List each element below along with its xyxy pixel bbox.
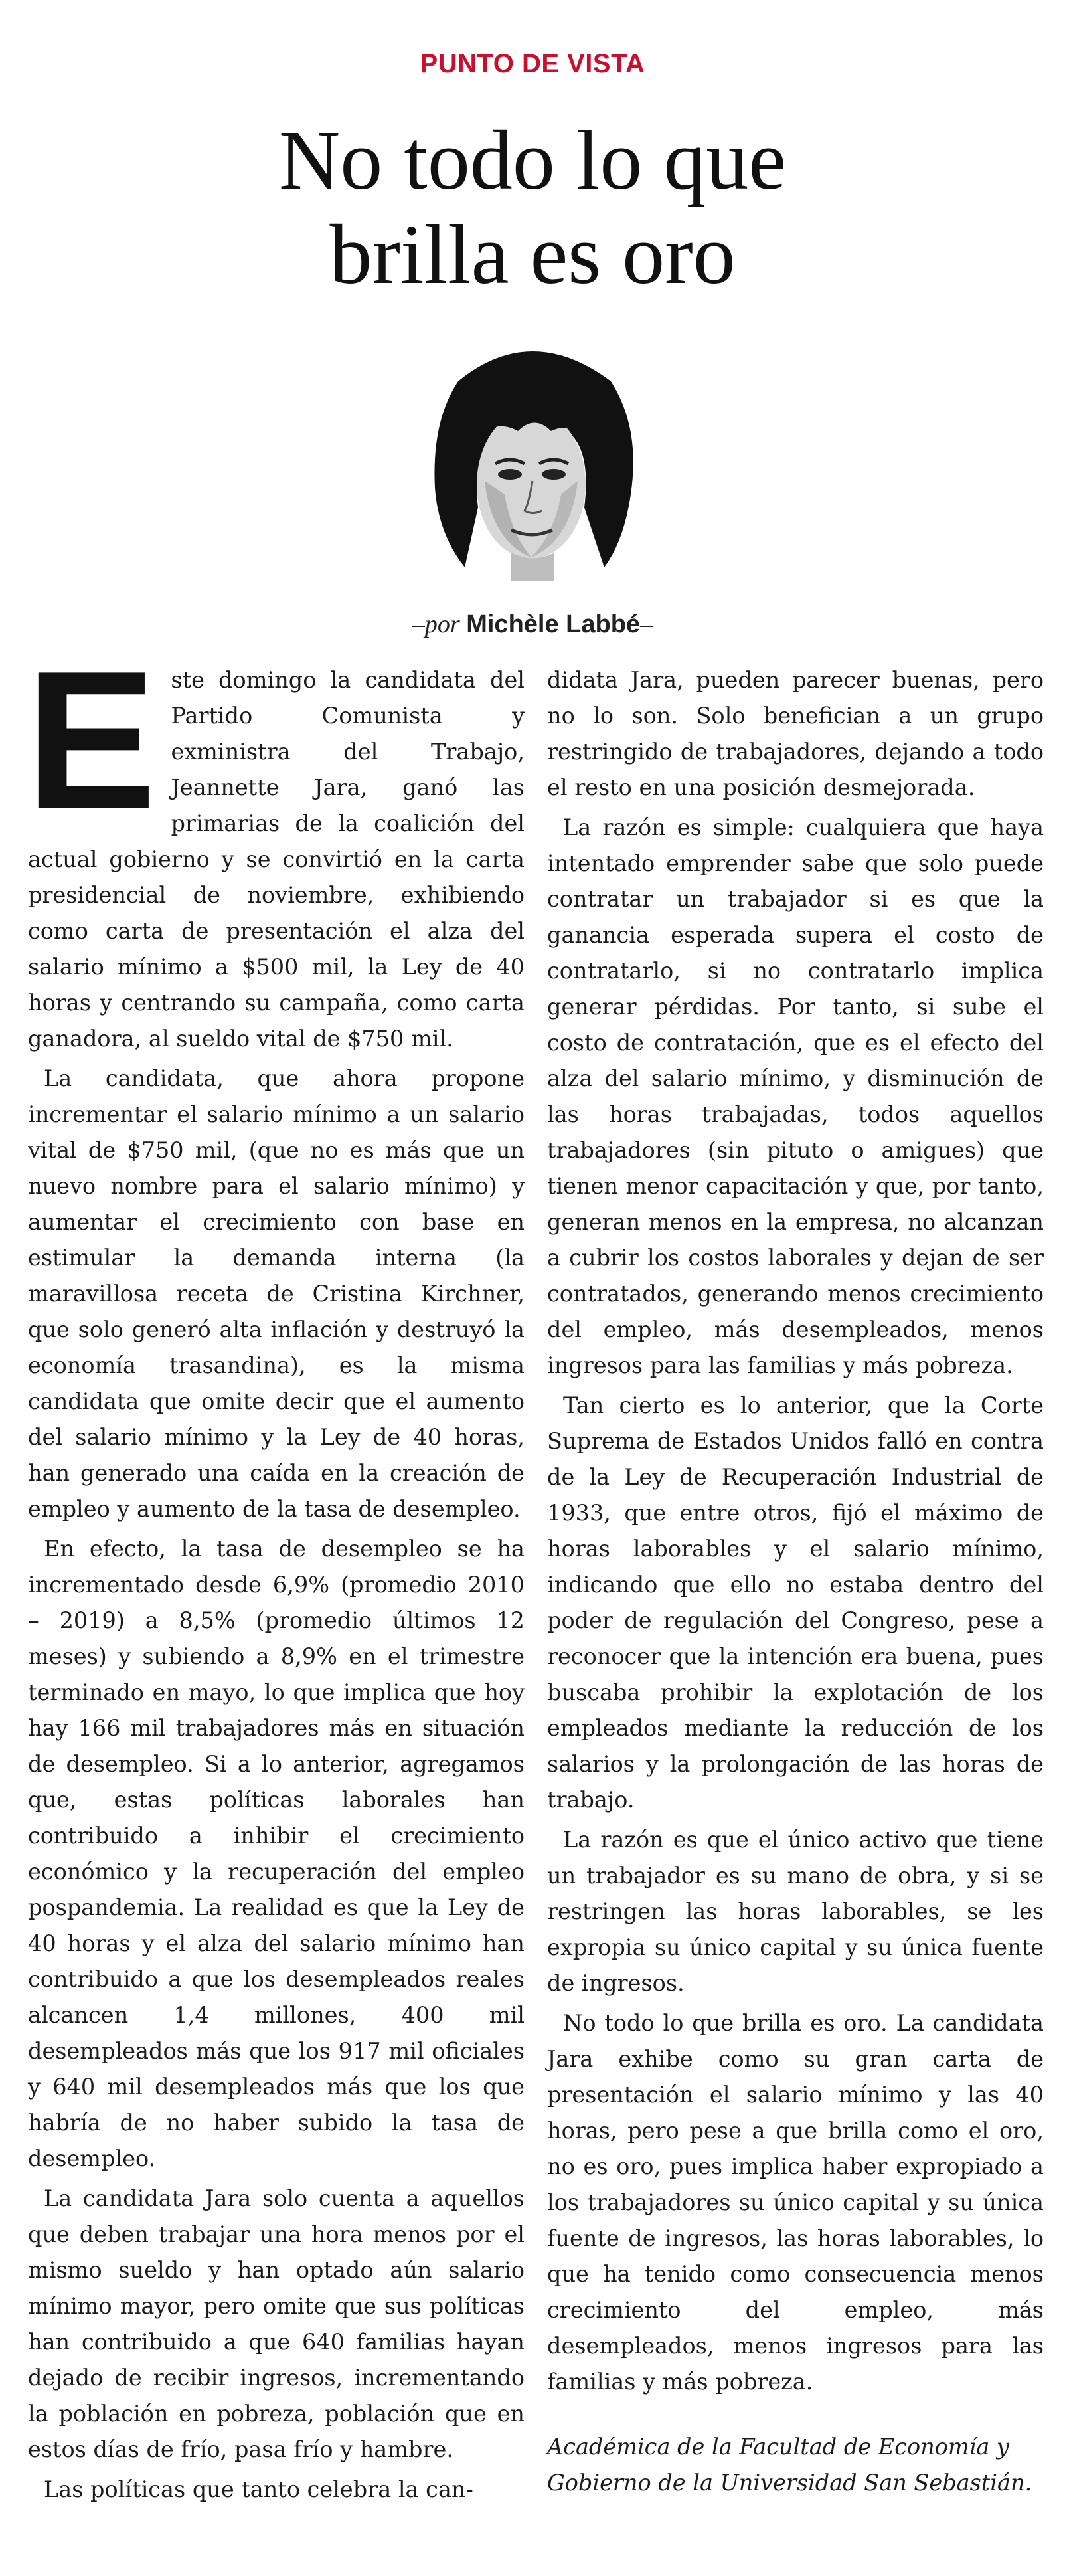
- paragraph: didata Jara, pueden parecer buenas, pero no lo son. Solo benefician a un grupo restringido de trabajadores, dejando a todo el resto en una posición desmejorada.: [547, 667, 1044, 800]
- paragraph: Tan cierto es lo anterior, que la Corte Suprema de Estados Unidos falló en contra de la Ley de Recuperación Industrial de 1933, que entre otros, fijó el máximo de horas laborables y el salario mínimo, indicando que ello no estaba dentro del poder de regulación del Congreso, pese a reconocer que la intención era buena, pues buscaba prohibir la explotación de los empleados mediante la reducción de los salarios y la prolongación de las horas de trabajo.: [547, 1392, 1044, 1813]
- author-signature: Académica de la Facultad de Economía y Gobierno de la Universidad San Sebastián.: [547, 2434, 1032, 2496]
- byline-prefix: –por: [412, 610, 467, 638]
- paragraph-text: ste domingo la candidata del Partido Comunista y exministra del Trabajo, Jeannette Jara, ganó las primarias de la coalición del actual gobierno y se convirtió en la carta presidencial de noviembre, exhibiendo como carta de presentación el alza del salario mínimo a $500 mil, la Ley de 40 horas y centrando su campaña, como carta ganadora, al sueldo vital de $750 mil.: [28, 667, 525, 1052]
- headline: [0, 113, 1065, 302]
- author-name: Michèle Labbé: [466, 610, 641, 638]
- paragraph: Las políticas que tanto celebra la can-: [44, 2476, 473, 2502]
- paragraph: No todo lo que brilla es oro. La candidata Jara exhibe como su gran carta de presentación el salario mínimo y las 40 horas, pero pese a que brilla como el oro, no es oro, pues implica haber expropiado a los trabajadores su único capital y su única fuente de ingresos, las horas laborables, lo que ha tenido como consecuencia menos crecimiento del empleo, más desempleados, menos ingresos para las familias y más pobreza.: [547, 2010, 1044, 2395]
- section-kicker: PUNTO DE VISTA: [420, 49, 645, 78]
- article-column-right: [547, 662, 1044, 2505]
- headline-line-1: No todo lo que: [278, 113, 787, 207]
- author-portrait-illustration: [412, 341, 651, 581]
- paragraph: En efecto, la tasa de desempleo se ha incrementado desde 6,9% (promedio 2010 – 2019) a 8,5% (promedio últimos 12 meses) y subiendo a 8,9% en el trimestre terminado en mayo, lo que implica que hoy hay 166 mil trabajadores más en situación de desempleo. Si a lo anterior, agregamos que, estas políticas laborales han contribuido a inhibir el crecimiento económico y la recuperación del empleo pospandemia. La realidad es que la Ley de 40 horas y el alza del salario mínimo han contribuido a que los desempleados reales alcancen 1,4 millones, 400 mil desempleados más que los 917 mil oficiales y 640 mil desempleados más que los que habría de no haber subido la tasa de desempleo.: [28, 1536, 525, 2171]
- author-byline: [0, 610, 1065, 639]
- drop-cap: E: [25, 630, 157, 850]
- paragraph: [25, 630, 525, 1057]
- paragraph: La razón es que el único activo que tiene un trabajador es su mano de obra, y si se restringen las horas laborables, se les expropia su único capital y su única fuente de ingresos.: [547, 1827, 1044, 1996]
- paragraph: La razón es simple: cualquiera que haya intentado emprender sabe que solo puede contratar un trabajador si es que la ganancia esperada supera el costo de contratarlo, si no contratarlo implica generar pérdidas. Por tanto, si sube el costo de contratación, que es el efecto del alza del salario mínimo, y disminución de las horas trabajadas, todos aquellos trabajadores (sin pituto o amigues) que tienen menor capacitación y que, por tanto, generan menos en la empresa, no alcanzan a cubrir los costos laborales y dejan de ser contratados, generando menos crecimiento del empleo, más desempleados, menos ingresos para las familias y más pobreza.: [547, 814, 1044, 1378]
- paragraph: La candidata, que ahora propone incrementar el salario mínimo a un salario vital de $750 mil, (que no es más que un nuevo nombre para el salario mínimo) y aumentar el crecimiento con base en estimular la demanda interna (la maravillosa receta de Cristina Kirchner, que solo generó alta inflación y destruyó la economía trasandina), es la misma candidata que omite decir que el aumento del salario mínimo y la Ley de 40 horas, han generado una caída en la creación de empleo y aumento de la tasa de desempleo.: [28, 1065, 525, 1522]
- article-column-left: [25, 630, 525, 2512]
- headline-line-2: brilla es oro: [329, 207, 736, 302]
- paragraph: La candidata Jara solo cuenta a aquellos que deben trabajar una hora menos por el mismo sueldo y han optado aún salario mínimo mayor, pero omite que sus políticas han contribuido a que 640 familias hayan dejado de recibir ingresos, incrementando la población en pobreza, población que en estos días de frío, pasa frío y hambre.: [28, 2185, 525, 2462]
- byline-suffix: –: [640, 610, 653, 638]
